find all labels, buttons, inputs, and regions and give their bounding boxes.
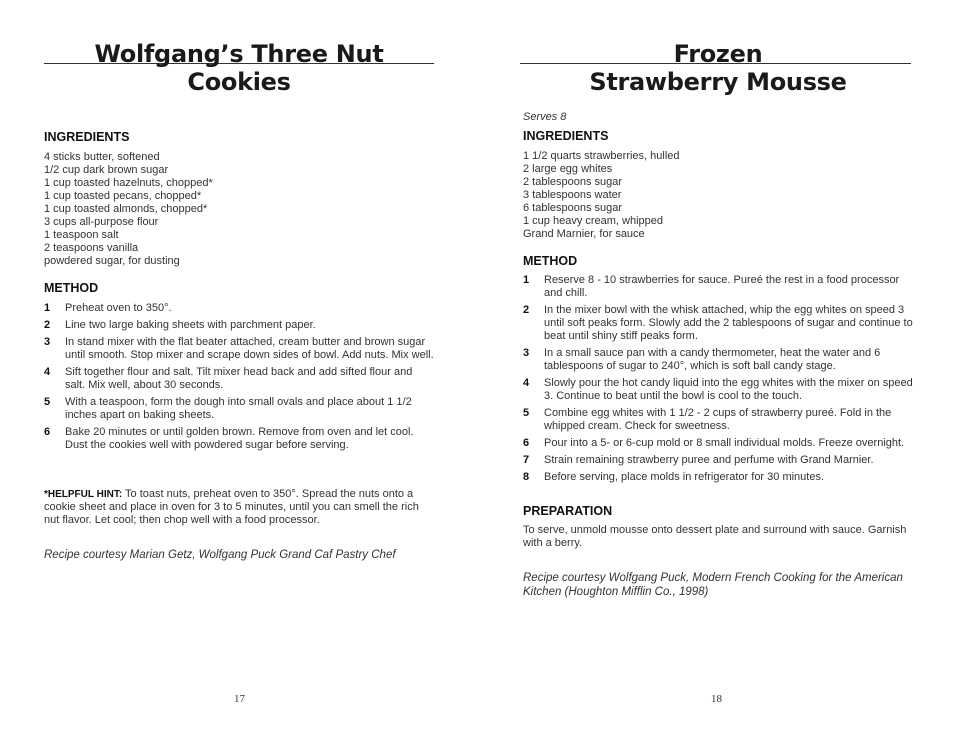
ingredient-item: 1 cup heavy cream, whipped	[523, 215, 664, 227]
method-step	[523, 471, 913, 484]
step-number: 3	[523, 347, 530, 359]
step-number: 4	[44, 366, 51, 378]
method-step	[523, 304, 913, 343]
ingredients-list	[523, 150, 680, 241]
ingredient-item: 1 1/2 quarts strawberries, hulled	[523, 150, 680, 162]
ingredient-item: 3 tablespoons water	[523, 189, 622, 201]
method-step	[523, 437, 913, 450]
serves-note: Serves 8	[523, 111, 567, 123]
method-step	[523, 274, 913, 300]
step-text: Sift together flour and salt. Tilt mixer head back and add sifted flour and salt. Mix well, about 30 seconds.	[65, 366, 413, 391]
right-page	[523, 0, 913, 738]
step-number: 6	[44, 426, 51, 438]
recipe-title	[44, 40, 434, 96]
ingredient-item: 1 cup toasted almonds, chopped*	[44, 203, 208, 215]
preparation-heading: PREPARATION	[523, 504, 613, 518]
ingredient-item: 3 cups all-purpose flour	[44, 216, 159, 228]
step-number: 8	[523, 471, 530, 483]
step-text: In the mixer bowl with the whisk attached, whip the egg whites on speed 3 until soft peaks form. Slowly add the 2 tablespoons of sugar and continue to beat until shiny stiff peaks form.	[544, 304, 913, 342]
step-text: Combine egg whites with 1 1/2 - 2 cups of strawberry pureé. Fold in the whipped cream. Check for sweetness.	[544, 407, 892, 432]
recipe-title	[523, 40, 913, 96]
method-step	[523, 347, 913, 373]
recipe-title-line-1: Frozen	[673, 40, 763, 68]
ingredient-item: 4 sticks butter, softened	[44, 151, 160, 163]
preparation-text: To serve, unmold mousse onto dessert plate and surround with sauce. Garnish with a berry.	[523, 524, 907, 549]
step-number: 2	[523, 304, 530, 316]
ingredient-item: 1/2 cup dark brown sugar	[44, 164, 169, 176]
step-text: Pour into a 5- or 6-cup mold or 8 small individual molds. Freeze overnight.	[544, 437, 905, 449]
step-text: Preheat oven to 350°.	[65, 302, 172, 314]
step-number: 5	[523, 407, 530, 419]
ingredient-item: 2 tablespoons sugar	[523, 176, 623, 188]
method-steps	[523, 274, 913, 488]
step-number: 1	[523, 274, 530, 286]
step-number: 1	[44, 302, 51, 314]
helpful-hint	[44, 488, 434, 527]
recipe-title-line-2: Strawberry Mousse	[589, 68, 847, 96]
method-step	[44, 302, 434, 315]
ingredient-item: 1 cup toasted pecans, chopped*	[44, 190, 202, 202]
ingredient-item: 1 cup toasted hazelnuts, chopped*	[44, 177, 213, 189]
page-number: 18	[711, 693, 722, 705]
method-step	[523, 407, 913, 433]
step-number: 4	[523, 377, 530, 389]
step-text: In stand mixer with the flat beater attached, cream butter and brown sugar until smooth. Stop mixer and scrape down sides of bowl. Add nuts. Mix well.	[65, 336, 434, 361]
step-number: 5	[44, 396, 51, 408]
helpful-hint-label: *HELPFUL HINT:	[44, 489, 123, 500]
ingredient-item: powdered sugar, for dusting	[44, 255, 180, 267]
method-step	[44, 336, 434, 362]
method-step	[44, 426, 434, 452]
helpful-hint-text: To toast nuts, preheat oven to 350°. Spread the nuts onto a cookie sheet and place in oven for 3 to 5 minutes, until you can smell the rich nut flavor. Let cool; then chop well with a food processor.	[44, 488, 419, 526]
recipe-title-line-1: Wolfgang’s Three Nut	[94, 40, 384, 68]
step-text: Line two large baking sheets with parchment paper.	[65, 319, 316, 331]
recipe-credit: Recipe courtesy Marian Getz, Wolfgang Puck Grand Caf Pastry Chef	[44, 549, 396, 561]
method-step	[523, 377, 913, 403]
ingredients-heading: INGREDIENTS	[523, 129, 609, 143]
ingredients-list	[44, 151, 213, 268]
step-text: With a teaspoon, form the dough into small ovals and place about 1 1/2 inches apart on baking sheets.	[65, 396, 412, 421]
step-text: Reserve 8 - 10 strawberries for sauce. Pureé the rest in a food processor and chill.	[544, 274, 900, 299]
step-text: Before serving, place molds in refrigerator for 30 minutes.	[544, 471, 825, 483]
method-steps	[44, 302, 434, 456]
method-step	[44, 366, 434, 392]
method-step	[44, 319, 434, 332]
step-text: In a small sauce pan with a candy thermometer, heat the water and 6 tablespoons of sugar to 240°, which is soft ball candy stage.	[544, 347, 881, 372]
step-number: 6	[523, 437, 530, 449]
method-step	[523, 454, 913, 467]
ingredient-item: 1 teaspoon salt	[44, 229, 119, 241]
step-text: Strain remaining strawberry puree and perfume with Grand Marnier.	[544, 454, 874, 466]
left-page	[44, 0, 434, 738]
step-number: 7	[523, 454, 530, 466]
method-heading: METHOD	[523, 254, 578, 268]
step-text: Bake 20 minutes or until golden brown. Remove from oven and let cool. Dust the cookies well with powdered sugar before serving.	[65, 426, 414, 451]
method-step	[44, 396, 434, 422]
ingredient-item: 2 large egg whites	[523, 163, 613, 175]
method-heading: METHOD	[44, 281, 99, 295]
recipe-title-line-2: Cookies	[187, 68, 291, 96]
recipe-credit: Recipe courtesy Wolfgang Puck, Modern French Cooking for the American Kitchen (Houghton Mifflin Co., 1998)	[523, 572, 903, 598]
ingredient-item: 6 tablespoons sugar	[523, 202, 623, 214]
step-number: 3	[44, 336, 51, 348]
step-text: Slowly pour the hot candy liquid into the egg whites with the mixer on speed 3. Continue to beat until the bowl is cool to the touch.	[544, 377, 913, 402]
ingredients-heading: INGREDIENTS	[44, 130, 130, 144]
page-number: 17	[234, 693, 245, 705]
ingredient-item: 2 teaspoons vanilla	[44, 242, 139, 254]
step-number: 2	[44, 319, 51, 331]
ingredient-item: Grand Marnier, for sauce	[523, 228, 645, 240]
